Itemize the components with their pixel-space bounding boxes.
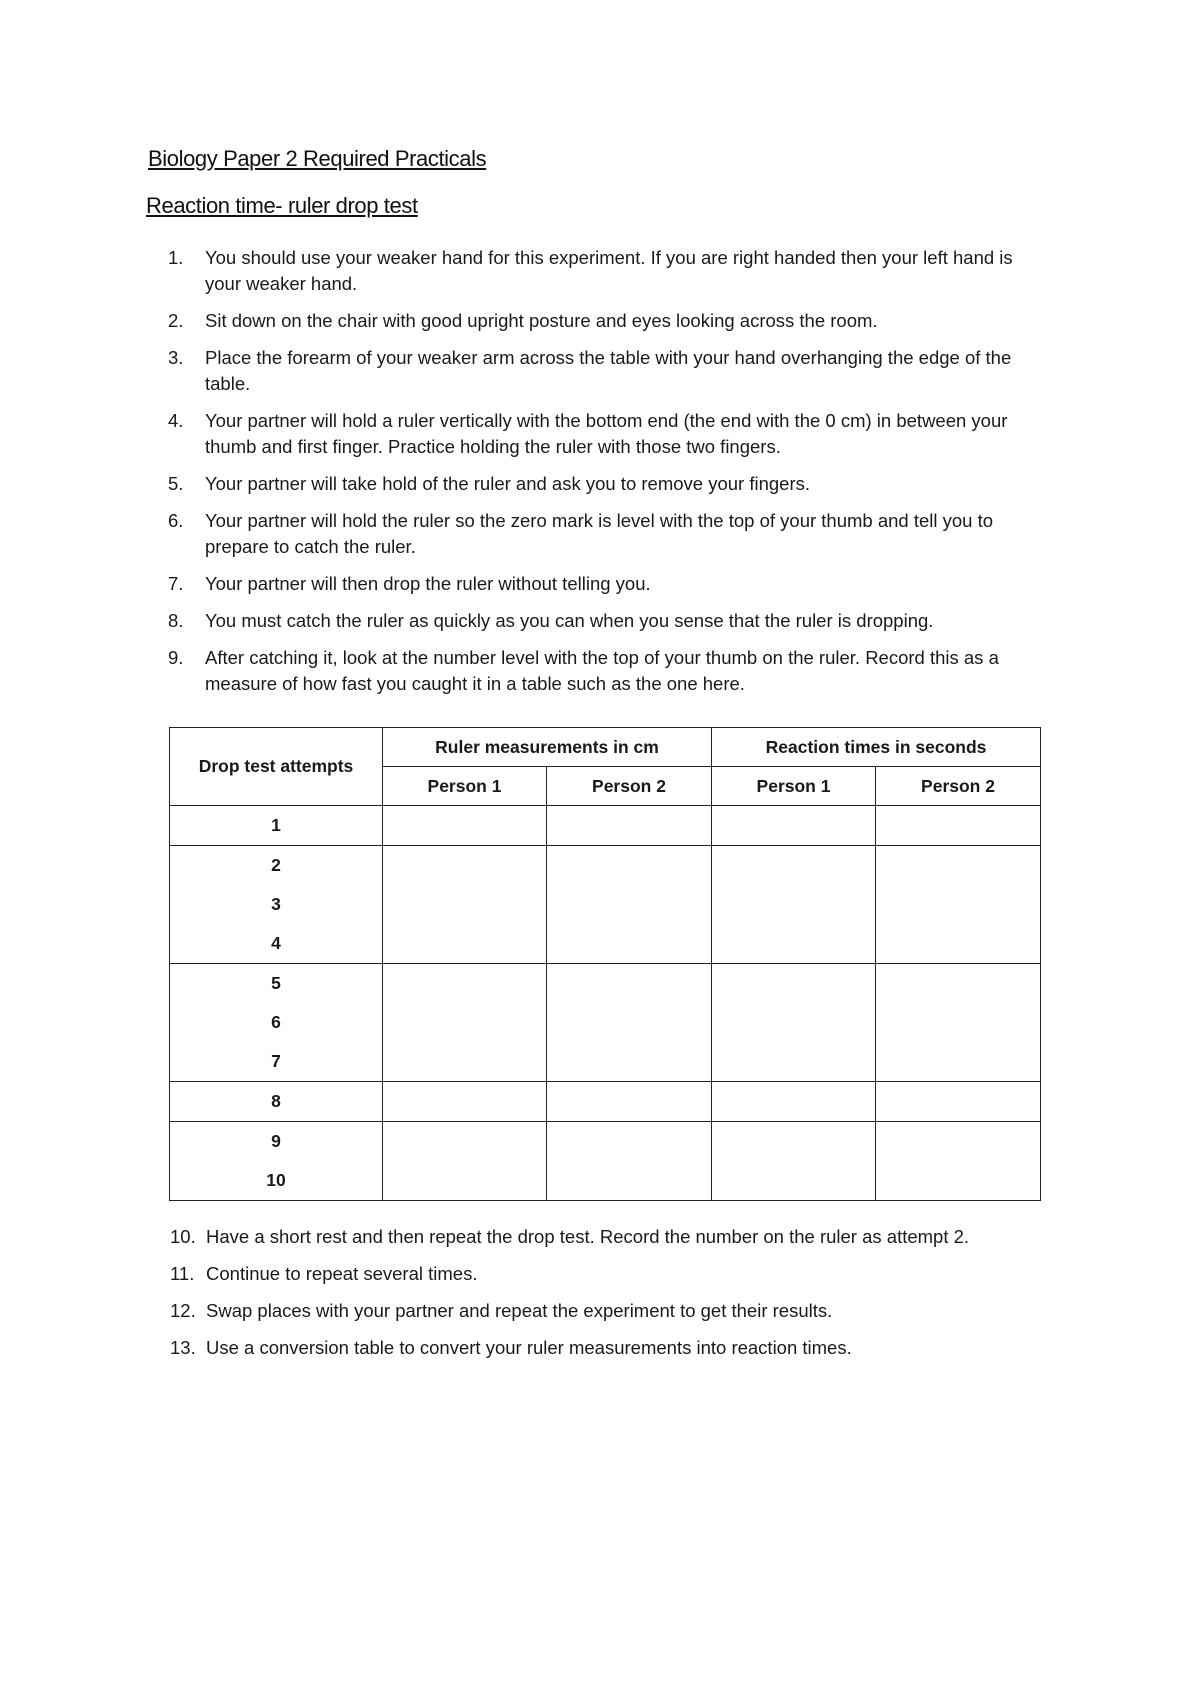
step-item [168, 571, 1048, 597]
step-text: Your partner will hold the ruler so the zero mark is level with the top of your thumb and tell you to prepare to catch the ruler. [205, 510, 994, 557]
step-number: 7. [168, 573, 184, 594]
attempt-number: 9 [271, 1131, 281, 1151]
attempt-number: 1 [271, 815, 281, 835]
step-text: Sit down on the chair with good upright posture and eyes looking across the room. [205, 310, 878, 331]
step-text: Continue to repeat several times. [206, 1263, 478, 1284]
header-reaction-times: Reaction times in seconds [712, 728, 1041, 767]
step-text: Your partner will hold a ruler vertically with the bottom end (the end with the 0 cm) in between your thumb and first finger. Practice holding the ruler with those two fingers. [205, 410, 1008, 457]
empty-cell-reaction-person-1[interactable] [712, 806, 876, 846]
step-text: After catching it, look at the number level with the top of your thumb on the ruler. Record this as a measure of how fast you caught it in a table such as the one here. [205, 647, 999, 694]
step-number: 9. [168, 647, 184, 668]
attempt-number: 8 [271, 1091, 281, 1111]
empty-cell-ruler-person-2[interactable] [547, 1082, 712, 1122]
empty-cell-ruler-person-1[interactable] [383, 846, 547, 964]
empty-cell-reaction-person-1[interactable] [712, 1082, 876, 1122]
step-item [170, 1261, 1050, 1287]
table-row [170, 964, 1041, 1082]
attempt-number: 7 [271, 1051, 281, 1071]
empty-cell-reaction-person-1[interactable] [712, 964, 876, 1082]
step-number: 11. [170, 1263, 195, 1284]
step-item [170, 1335, 1050, 1361]
attempt-number: 5 [271, 973, 281, 993]
attempt-number: 6 [271, 1012, 281, 1032]
step-text: Your partner will then drop the ruler without telling you. [205, 573, 651, 594]
step-text: Your partner will take hold of the ruler and ask you to remove your fingers. [205, 473, 810, 494]
step-text: You should use your weaker hand for this experiment. If you are right handed then your left hand is your weaker hand. [205, 247, 1013, 294]
step-item [170, 1298, 1050, 1324]
results-table [169, 727, 1041, 1201]
attempt-number-cell [170, 846, 383, 964]
step-number: 3. [168, 347, 184, 368]
header-ruler-person-1: Person 1 [383, 767, 547, 806]
table-row [170, 1122, 1041, 1201]
step-number: 1. [168, 247, 184, 268]
practical-subtitle: Reaction time- ruler drop test [146, 193, 418, 218]
empty-cell-reaction-person-2[interactable] [876, 846, 1041, 964]
empty-cell-ruler-person-2[interactable] [547, 964, 712, 1082]
empty-cell-ruler-person-1[interactable] [383, 1122, 547, 1201]
step-item [168, 471, 1048, 497]
empty-cell-reaction-person-2[interactable] [876, 964, 1041, 1082]
step-number: 12. [170, 1300, 196, 1321]
empty-cell-reaction-person-2[interactable] [876, 1122, 1041, 1201]
page-title: Biology Paper 2 Required Practicals [148, 146, 487, 171]
attempt-number: 4 [271, 933, 281, 953]
step-item [168, 345, 1048, 397]
step-number: 4. [168, 410, 184, 431]
attempt-number: 3 [271, 894, 281, 914]
empty-cell-reaction-person-2[interactable] [876, 806, 1041, 846]
step-number: 10. [170, 1226, 196, 1247]
results-table-body [170, 806, 1041, 1201]
step-number: 13. [170, 1337, 196, 1358]
empty-cell-ruler-person-1[interactable] [383, 964, 547, 1082]
method-steps-list [168, 245, 1048, 708]
step-text: Swap places with your partner and repeat the experiment to get their results. [206, 1300, 833, 1321]
step-item [168, 645, 1048, 697]
empty-cell-ruler-person-1[interactable] [383, 806, 547, 846]
table-row [170, 846, 1041, 964]
step-number: 5. [168, 473, 184, 494]
table-row [170, 1082, 1041, 1122]
step-item [168, 408, 1048, 460]
header-drop-test-attempts: Drop test attempts [170, 728, 383, 806]
empty-cell-reaction-person-1[interactable] [712, 846, 876, 964]
empty-cell-ruler-person-2[interactable] [547, 1122, 712, 1201]
step-number: 8. [168, 610, 184, 631]
attempt-number: 2 [271, 855, 281, 875]
step-item [168, 508, 1048, 560]
step-number: 6. [168, 510, 184, 531]
step-item [168, 608, 1048, 634]
empty-cell-ruler-person-2[interactable] [547, 806, 712, 846]
attempt-number-cell [170, 964, 383, 1082]
step-item [170, 1224, 1050, 1250]
step-text: Place the forearm of your weaker arm across the table with your hand overhanging the edge of the table. [205, 347, 1012, 394]
attempt-number-cell [170, 806, 383, 846]
header-ruler-person-2: Person 2 [547, 767, 712, 806]
empty-cell-reaction-person-1[interactable] [712, 1122, 876, 1201]
method-steps-list-continued [170, 1224, 1050, 1372]
step-text: You must catch the ruler as quickly as you can when you sense that the ruler is dropping. [205, 610, 934, 631]
step-text: Use a conversion table to convert your ruler measurements into reaction times. [206, 1337, 852, 1358]
attempt-number: 10 [266, 1170, 286, 1190]
step-text: Have a short rest and then repeat the drop test. Record the number on the ruler as attempt 2. [206, 1226, 970, 1247]
table-row [170, 806, 1041, 846]
header-reaction-person-1: Person 1 [712, 767, 876, 806]
attempt-number-cell [170, 1122, 383, 1201]
empty-cell-reaction-person-2[interactable] [876, 1082, 1041, 1122]
empty-cell-ruler-person-1[interactable] [383, 1082, 547, 1122]
empty-cell-ruler-person-2[interactable] [547, 846, 712, 964]
step-item [168, 308, 1048, 334]
step-item [168, 245, 1048, 297]
header-reaction-person-2: Person 2 [876, 767, 1041, 806]
header-ruler-measurements: Ruler measurements in cm [383, 728, 712, 767]
attempt-number-cell [170, 1082, 383, 1122]
step-number: 2. [168, 310, 184, 331]
